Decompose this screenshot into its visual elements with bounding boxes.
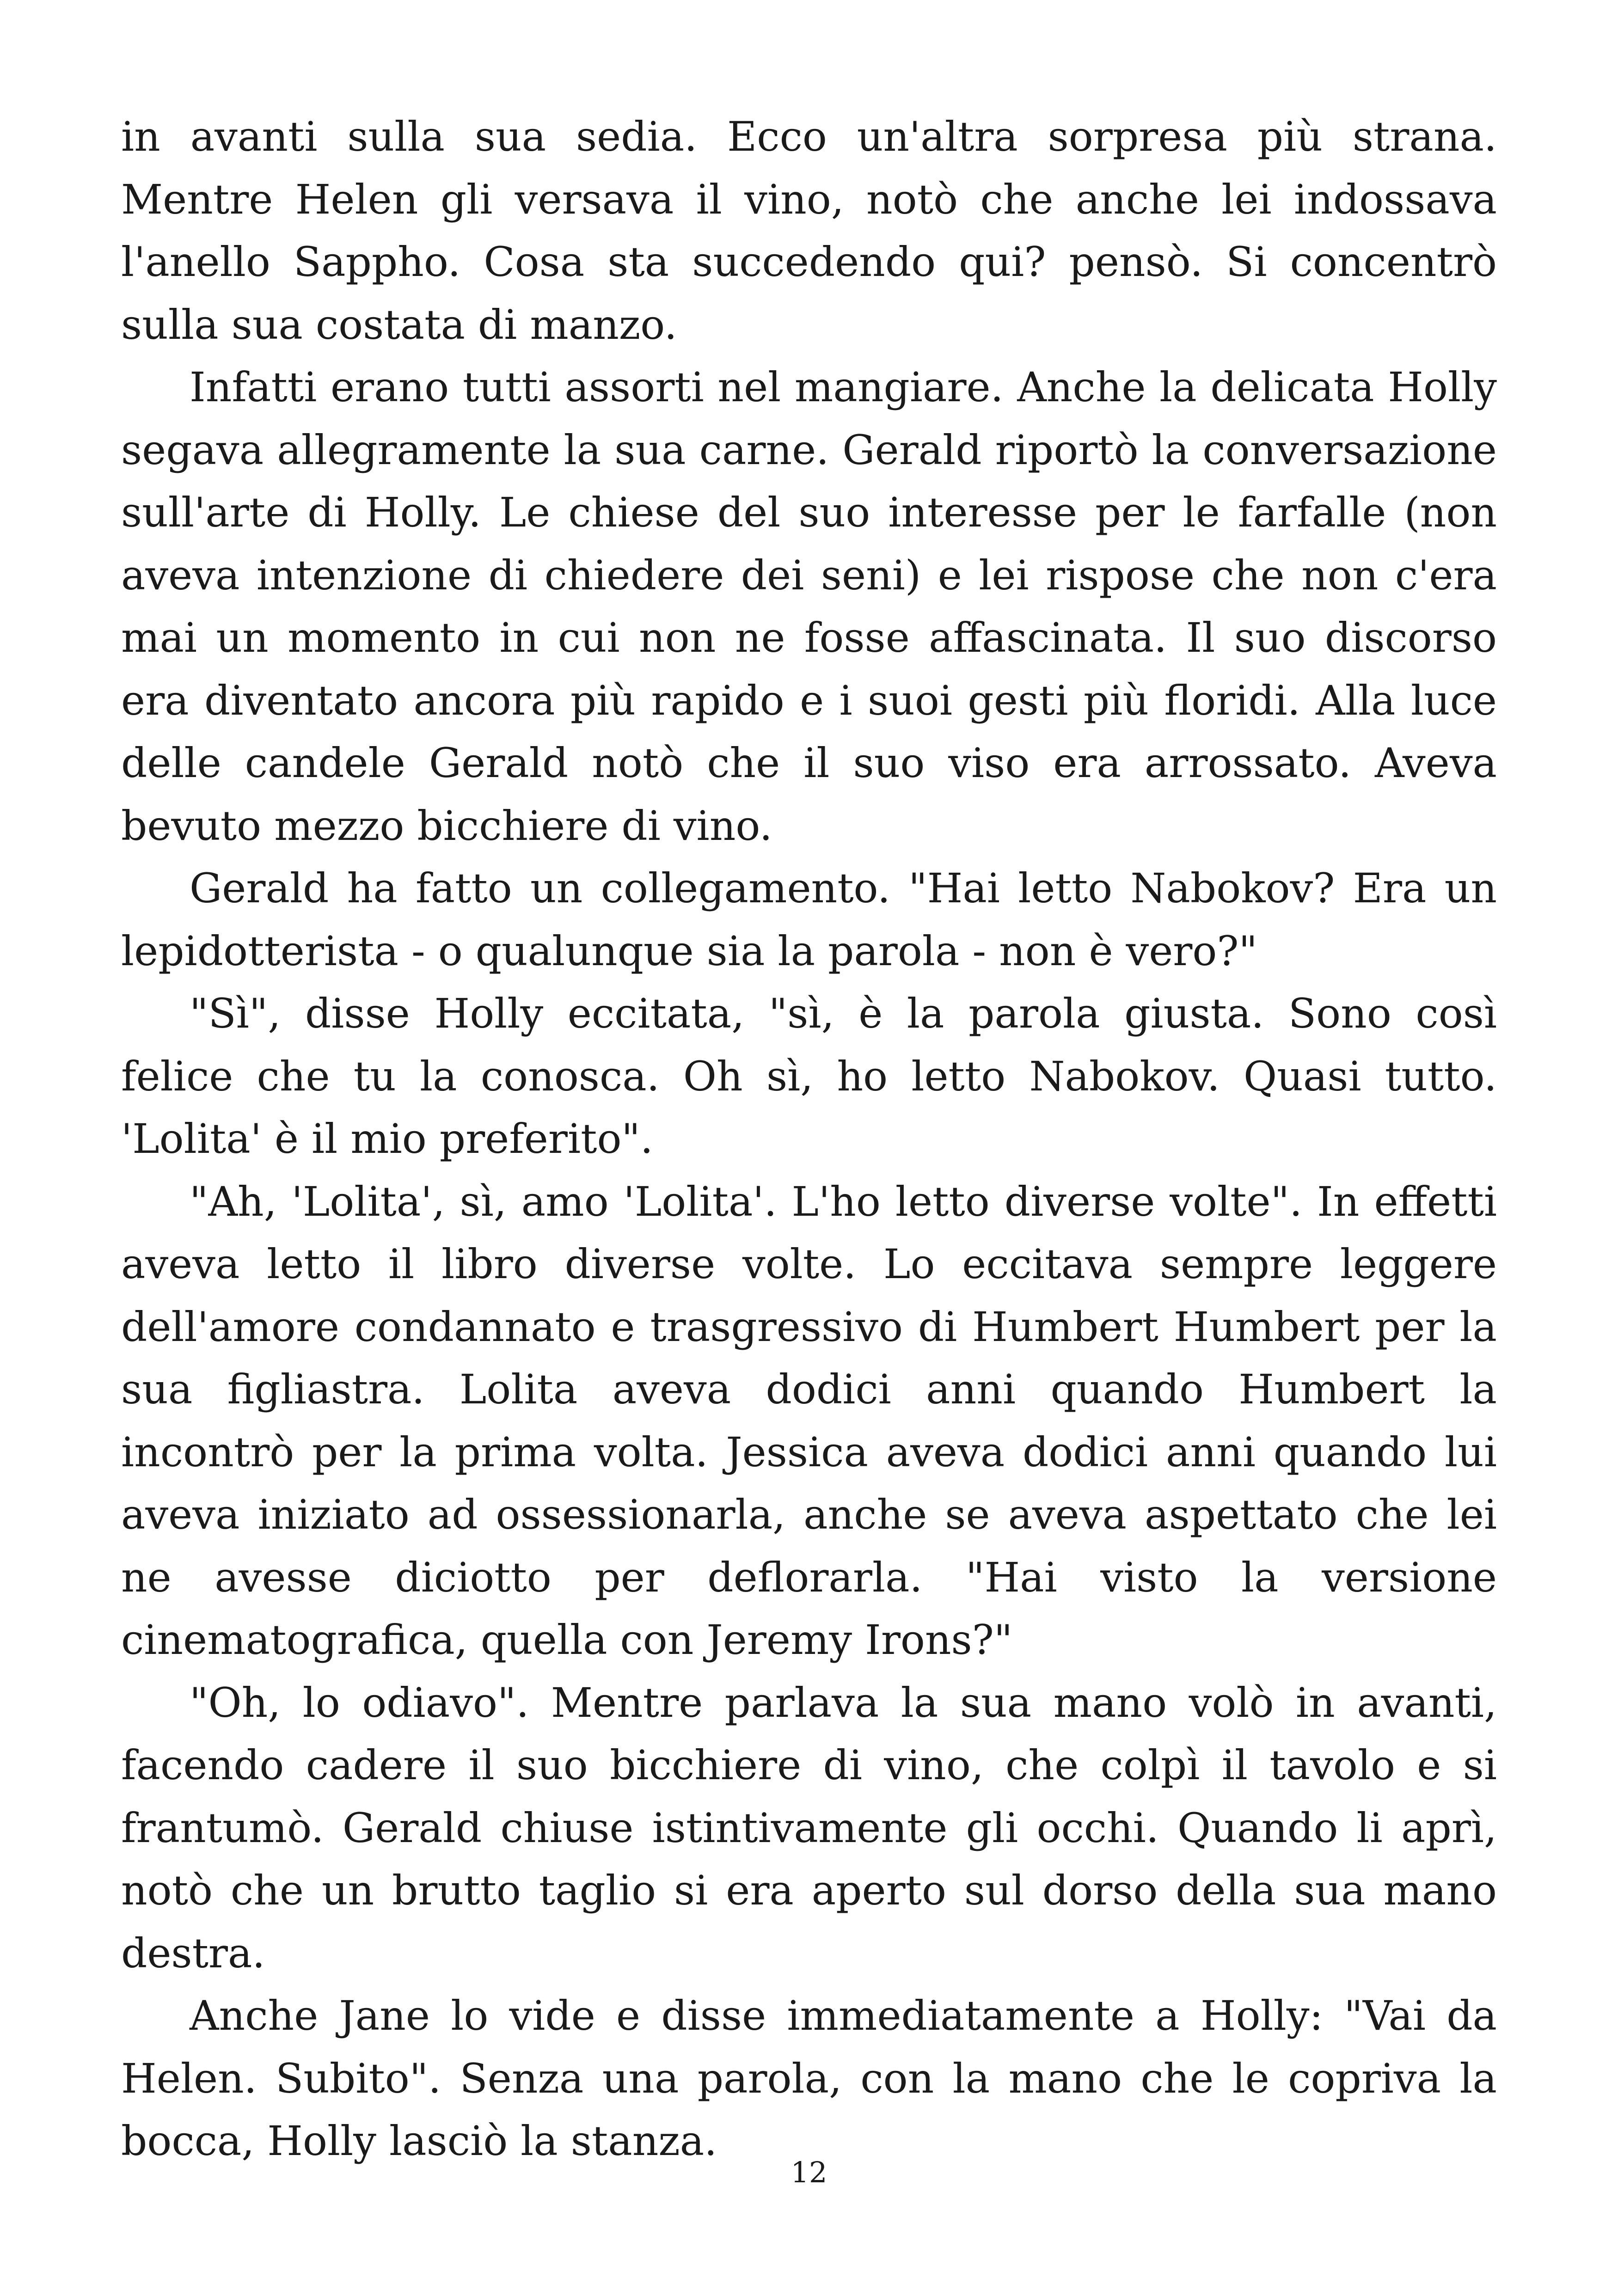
body-text — [121, 105, 1497, 2173]
paragraph-7: Anche Jane lo vide e disse immediatamente a Holly: "Vai da Helen. Subito". Senza una parola, con la mano che le copriva la bocca, Holly lasciò la stanza. — [121, 1992, 1497, 2165]
paragraph-3: Gerald ha fatto un collegamento. "Hai letto Nabokov? Era un lepidotterista - o qualunque sia la parola - non è vero?" — [121, 864, 1497, 975]
paragraph-4: "Sì", disse Holly eccitata, "sì, è la parola giusta. Sono così felice che tu la conosca. Oh sì, ho letto Nabokov. Quasi tutto. 'Lolita' è il mio preferito". — [121, 990, 1497, 1163]
paragraph-6: "Oh, lo odiavo". Mentre parlava la sua mano volò in avanti, facendo cadere il suo bicchiere di vino, che colpì il tavolo e si frantumò. Gerald chiuse istintivamente gli occhi. Quando li aprì, notò che un brutto taglio si era aperto sul dorso della sua mano destra. — [121, 1678, 1497, 1977]
paragraph-5: "Ah, 'Lolita', sì, amo 'Lolita'. L'ho letto diverse volte". In effetti aveva letto il libro diverse volte. Lo eccitava sempre leggere dell'amore condannato e trasgressivo di Humbert Humbert per la sua figliastra. Lolita aveva dodici anni quando Humbert la incontrò per la prima volta. Jessica aveva dodici anni quando lui aveva iniziato ad ossessionarla, anche se aveva aspettato che lei ne avesse diciotto per deflorarla. "Hai visto la versione cinematografica, quella con Jeremy Irons?" — [121, 1177, 1497, 1664]
paragraph-1: in avanti sulla sua sedia. Ecco un'altra sorpresa più strana. Mentre Helen gli versava il vino, notò che anche lei indossava l'anello Sappho. Cosa sta succedendo qui? pensò. Si concentrò sulla sua costata di manzo. — [121, 113, 1497, 349]
paragraph-2: Infatti erano tutti assorti nel mangiare. Anche la delicata Holly segava allegramente la sua carne. Gerald riportò la conversazione sull'arte di Holly. Le chiese del suo interesse per le farfalle (non aveva intenzione di chiedere dei seni) e lei rispose che non c'era mai un momento in cui non ne fosse affascinata. Il suo discorso era diventato ancora più rapido e i suoi gesti più floridi. Alla luce delle candele Gerald notò che il suo viso era arrossato. Aveva bevuto mezzo bicchiere di vino. — [121, 363, 1497, 850]
page-number: 12 — [791, 2155, 827, 2189]
